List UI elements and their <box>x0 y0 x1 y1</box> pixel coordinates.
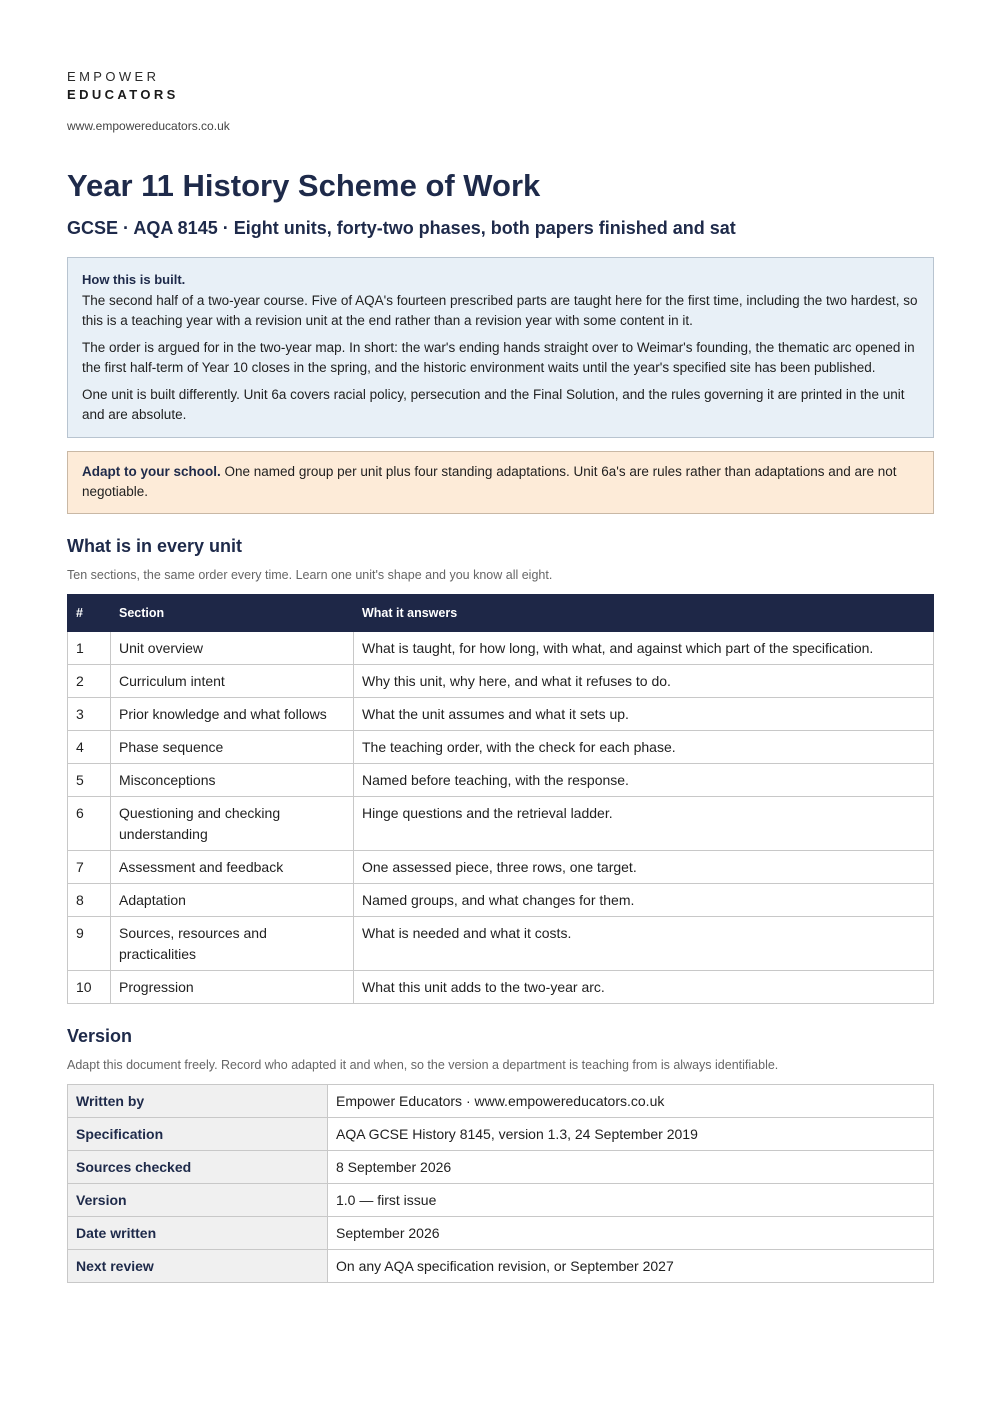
row-number: 1 <box>68 631 111 664</box>
version-key: Version <box>68 1183 328 1216</box>
row-answers: Named before teaching, with the response. <box>354 763 934 796</box>
row-number: 9 <box>68 916 111 970</box>
row-section: Curriculum intent <box>111 664 354 697</box>
row-answers: Hinge questions and the retrieval ladder. <box>354 796 934 850</box>
version-value: AQA GCSE History 8145, version 1.3, 24 September 2019 <box>328 1117 934 1150</box>
table-row <box>68 763 934 796</box>
version-value: Empower Educators · www.empowereducators.co.uk <box>328 1084 934 1117</box>
version-row <box>68 1216 934 1249</box>
version-row <box>68 1150 934 1183</box>
version-row <box>68 1249 934 1282</box>
how-built-paragraph-3: One unit is built differently. Unit 6a covers racial policy, persecution and the Final Solution, and the rules governing it are printed in the unit and are absolute. <box>82 386 905 422</box>
row-number: 7 <box>68 850 111 883</box>
version-value: On any AQA specification revision, or September 2027 <box>328 1249 934 1282</box>
header-number: # <box>68 594 111 631</box>
page-subtitle: GCSE · AQA 8145 · Eight units, forty-two phases, both papers finished and sat <box>67 218 736 238</box>
version-value: 1.0 — first issue <box>328 1183 934 1216</box>
version-key: Next review <box>68 1249 328 1282</box>
table-row <box>68 850 934 883</box>
row-number: 4 <box>68 730 111 763</box>
row-number: 2 <box>68 664 111 697</box>
row-number: 3 <box>68 697 111 730</box>
how-built-box <box>67 257 934 438</box>
row-answers: One assessed piece, three rows, one target. <box>354 850 934 883</box>
row-section: Assessment and feedback <box>111 850 354 883</box>
table-row <box>68 883 934 916</box>
site-url: www.empowereducators.co.uk <box>67 119 230 133</box>
units-heading: What is in every unit <box>67 535 243 556</box>
version-value: September 2026 <box>328 1216 934 1249</box>
version-key: Date written <box>68 1216 328 1249</box>
version-heading: Version <box>67 1025 133 1046</box>
how-built-heading: How this is built. <box>82 272 186 287</box>
brand-line-1: EMPOWER <box>67 69 160 84</box>
row-answers: What this unit adds to the two-year arc. <box>354 970 934 1003</box>
adapt-lead: Adapt to your school. <box>82 463 221 479</box>
table-row <box>68 631 934 664</box>
units-table <box>67 594 934 1004</box>
row-section: Unit overview <box>111 631 354 664</box>
version-key: Written by <box>68 1084 328 1117</box>
adapt-box <box>67 451 934 514</box>
row-section: Misconceptions <box>111 763 354 796</box>
header-section: Section <box>111 594 354 631</box>
table-row <box>68 796 934 850</box>
row-number: 5 <box>68 763 111 796</box>
row-number: 10 <box>68 970 111 1003</box>
version-value: 8 September 2026 <box>328 1150 934 1183</box>
version-row <box>68 1183 934 1216</box>
row-answers: The teaching order, with the check for each phase. <box>354 730 934 763</box>
units-header-row <box>68 594 934 631</box>
table-row <box>68 916 934 970</box>
row-section: Prior knowledge and what follows <box>111 697 354 730</box>
brand-logo <box>67 0 934 104</box>
table-row <box>68 664 934 697</box>
row-section: Questioning and checking understanding <box>111 796 354 850</box>
row-section: Phase sequence <box>111 730 354 763</box>
table-row <box>68 697 934 730</box>
row-number: 6 <box>68 796 111 850</box>
version-key: Sources checked <box>68 1150 328 1183</box>
row-number: 8 <box>68 883 111 916</box>
how-built-paragraph-1: The second half of a two-year course. Five of AQA's fourteen prescribed parts are taught here for the first time, including the two hardest, so this is a teaching year with a revision unit at the end rather than a revision year with some content in it. <box>82 292 918 328</box>
page-title: Year 11 History Scheme of Work <box>67 168 541 203</box>
row-answers: What is taught, for how long, with what, and against which part of the specification. <box>354 631 934 664</box>
units-note: Ten sections, the same order every time. Learn one unit's shape and you know all eight. <box>67 567 553 582</box>
row-section: Sources, resources and practicalities <box>111 916 354 970</box>
how-built-paragraph-2: The order is argued for in the two-year map. In short: the war's ending hands straight over to Weimar's founding, the thematic arc opened in the first half-term of Year 10 closes in the spring, and the historic environment waits until the year's specified site has been published. <box>82 339 915 375</box>
version-table <box>67 1084 934 1283</box>
version-row <box>68 1084 934 1117</box>
row-section: Adaptation <box>111 883 354 916</box>
row-answers: What the unit assumes and what it sets up. <box>354 697 934 730</box>
version-row <box>68 1117 934 1150</box>
brand-line-2: EDUCATORS <box>67 87 179 102</box>
header-answers: What it answers <box>354 594 934 631</box>
row-answers: What is needed and what it costs. <box>354 916 934 970</box>
row-answers: Named groups, and what changes for them. <box>354 883 934 916</box>
adapt-text: One named group per unit plus four standing adaptations. Unit 6a's are rules rather than adaptations and are not negotiable. <box>82 463 897 499</box>
version-note: Adapt this document freely. Record who adapted it and when, so the version a department is teaching from is always identifiable. <box>67 1057 779 1072</box>
version-key: Specification <box>68 1117 328 1150</box>
table-row <box>68 730 934 763</box>
table-row <box>68 970 934 1003</box>
row-answers: Why this unit, why here, and what it refuses to do. <box>354 664 934 697</box>
row-section: Progression <box>111 970 354 1003</box>
